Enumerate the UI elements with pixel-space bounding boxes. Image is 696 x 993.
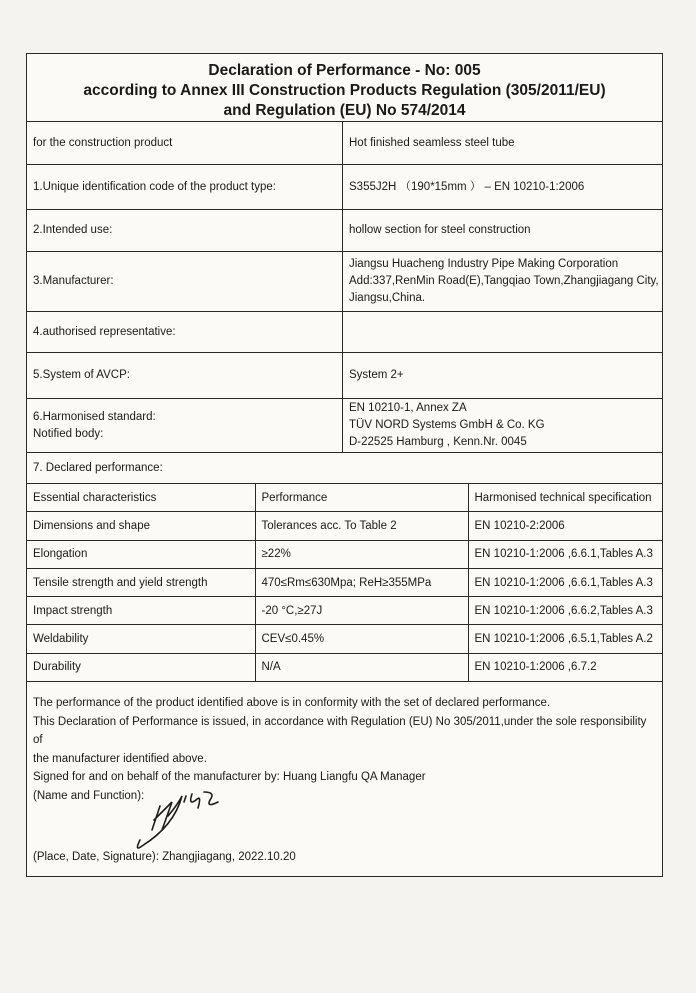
manufacturer-region: Jiangsu,China.: [349, 292, 426, 304]
title-line-1: Declaration of Performance - No: 005: [208, 62, 481, 79]
manufacturer-name: Jiangsu Huacheng Industry Pipe Making Corporation: [349, 258, 619, 270]
characteristic-cell: Impact strength: [27, 597, 255, 625]
handwritten-signature: [122, 786, 242, 856]
manufacturer-value: [342, 252, 662, 311]
harmonised-standard-label: 6.Harmonised standard:: [33, 410, 156, 423]
table-row: [27, 625, 662, 653]
signed-by-statement: Signed for and on behalf of the manufacturer by: Huang Liangfu QA Manager: [33, 771, 426, 783]
characteristic-cell: Elongation: [27, 540, 255, 568]
spec-cell: EN 10210-1:2006 ,6.6.2,Tables A.3: [468, 597, 662, 625]
row-intended-use: [27, 210, 662, 252]
characteristic-cell: Durability: [27, 653, 255, 681]
row-authorised-rep: [27, 312, 662, 353]
standard-label: [27, 399, 342, 452]
manufacturer-address: Add:337,RenMin Road(E),Tangqiao Town,Zhangjiagang City,: [349, 275, 659, 287]
characteristic-cell: Dimensions and shape: [27, 512, 255, 540]
header-performance: Performance: [255, 484, 468, 512]
notified-body-name: TÜV NORD Systems GmbH & Co. KG: [349, 419, 545, 431]
standard-name: EN 10210-1, Annex ZA: [349, 402, 467, 414]
uid-value: S355J2H （190*15mm ） – EN 10210-1:2006: [342, 165, 662, 209]
manufacturer-label: 3.Manufacturer:: [33, 275, 114, 287]
performance-cell: CEV≤0.45%: [255, 625, 468, 653]
issuance-statement-line-1: This Declaration of Performance is issued, in accordance with Regulation (EU) No 305/2011,under the sole responsibility of: [33, 715, 647, 746]
performance-cell: ≥22%: [255, 540, 468, 568]
table-header-row: [27, 484, 662, 512]
spec-cell: EN 10210-1:2006 ,6.6.1,Tables A.3: [468, 568, 662, 596]
avcp-value: System 2+: [342, 353, 662, 398]
spec-cell: EN 10210-1:2006 ,6.7.2: [468, 653, 662, 681]
header-spec: Harmonised technical specification: [468, 484, 662, 512]
table-row: [27, 540, 662, 568]
place-date-signature: (Place, Date, Signature): Zhangjiagang, 2022.10.20: [33, 851, 296, 863]
row-manufacturer: [27, 252, 662, 312]
use-label: 2.Intended use:: [33, 224, 113, 236]
header-essential: Essential characteristics: [27, 484, 255, 512]
table-row: [27, 597, 662, 625]
performance-table: [27, 483, 662, 682]
row-standard: [27, 399, 662, 453]
title-line-2: according to Annex III Construction Products Regulation (305/2011/EU): [83, 82, 606, 99]
row-avcp: [27, 353, 662, 399]
section-7-heading: 7. Declared performance:: [33, 462, 163, 474]
product-label: for the construction product: [33, 136, 173, 149]
spec-cell: EN 10210-1:2006 ,6.6.1,Tables A.3: [468, 540, 662, 568]
spec-cell: EN 10210-2:2006: [468, 512, 662, 540]
row-product: [27, 122, 662, 165]
performance-cell: Tolerances acc. To Table 2: [255, 512, 468, 540]
document-title: [27, 54, 662, 122]
rep-label: 4.authorised representative:: [33, 325, 176, 338]
use-value: hollow section for steel construction: [342, 210, 662, 251]
performance-cell: N/A: [255, 653, 468, 681]
performance-cell: 470≤Rm≤630Mpa; ReH≥355MPa: [255, 568, 468, 596]
avcp-label: 5.System of AVCP:: [33, 369, 130, 381]
row-uid: [27, 165, 662, 210]
characteristic-cell: Weldability: [27, 625, 255, 653]
issuance-statement-line-2: the manufacturer identified above.: [33, 752, 207, 765]
title-line-3: and Regulation (EU) No 574/2014: [223, 102, 466, 119]
name-function-label: (Name and Function):: [33, 789, 145, 802]
characteristic-cell: Tensile strength and yield strength: [27, 568, 255, 596]
uid-label: 1.Unique identification code of the product type:: [33, 180, 276, 193]
table-row: [27, 512, 662, 540]
rep-value: [342, 312, 662, 352]
declaration-footer: [27, 688, 662, 878]
standard-value: [342, 399, 662, 452]
notified-body-address: D-22525 Hamburg , Kenn.Nr. 0045: [349, 436, 527, 448]
performance-cell: -20 °C,≥27J: [255, 597, 468, 625]
notified-body-label: Notified body:: [33, 427, 104, 440]
spec-cell: EN 10210-1:2006 ,6.5.1,Tables A.2: [468, 625, 662, 653]
table-row: [27, 568, 662, 596]
product-value: Hot finished seamless steel tube: [342, 122, 662, 164]
declaration-document: [26, 53, 663, 877]
table-row: [27, 653, 662, 681]
conformity-statement: The performance of the product identified above is in conformity with the set of declared performance.: [33, 697, 551, 709]
